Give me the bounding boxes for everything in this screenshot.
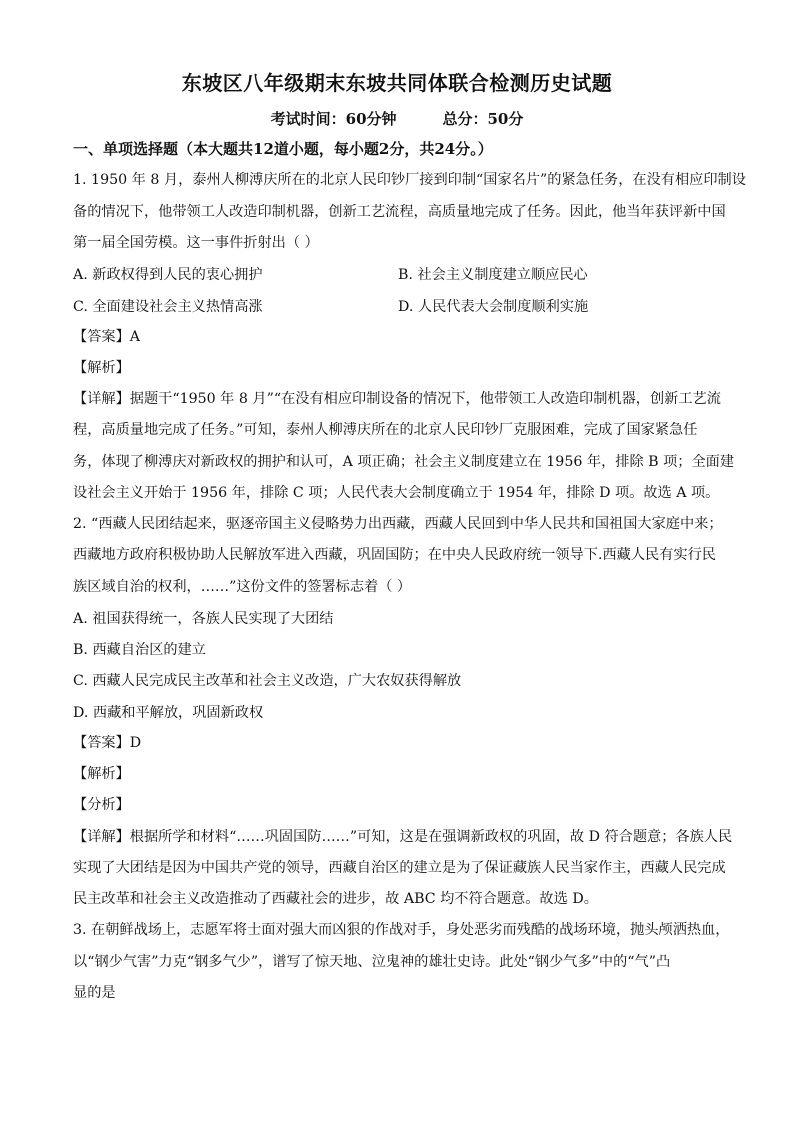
question-1-line: 备的情况下，他带领工人改造印制机器，创新工艺流程，高质量地完成了任务。因此，他当年获评新中国 xyxy=(73,204,726,220)
q1-option-a: A. 新政权得到人民的衷心拥护 xyxy=(73,267,263,283)
exam-title: 东坡区八年级期末东坡共同体联合检测历史试题 xyxy=(181,71,613,95)
q1-option-d: D. 人民代表大会制度顺利实施 xyxy=(398,299,589,315)
q1-detail-line: 【详解】据题干“1950 年 8 月”“在没有相应印制设备的情况下，他带领工人改造印制机器，创新工艺流 xyxy=(73,391,721,407)
q1-detail-line: 务，体现了柳溥庆对新政权的拥护和认可，A 项正确；社会主义制度建立在 1956 年，排除 B 项；全面建 xyxy=(73,454,735,470)
question-2-line: 西藏地方政府积极协助人民解放军进入西藏，巩固国防；在中央人民政府统一领导下.西藏人民有实行民 xyxy=(73,547,716,563)
question-3-line: 3. 在朝鲜战场上，志愿军将士面对强大而凶狠的作战对手，身处恶劣而残酷的战场环境，抛头颅洒热血， xyxy=(73,922,730,938)
q1-analysis: 【解析】 xyxy=(73,360,130,376)
q2-detail-line: 民主改革和社会主义改造推动了西藏社会的进步，故 ABC 均不符合题意。故选 D。 xyxy=(73,891,598,907)
question-2-line: 族区域自治的权利，……”这份文件的签署标志着（ ） xyxy=(73,579,412,595)
q2-answer: 【答案】D xyxy=(73,735,142,751)
exam-meta xyxy=(0,108,794,129)
q1-detail-line: 设社会主义开始于 1956 年，排除 C 项；人民代表大会制度确立于 1954 年，排除 D 项。故选 A 项。 xyxy=(73,485,720,501)
question-2-line: 2. “西藏人民团结起来，驱逐帝国主义侵略势力出西藏，西藏人民回到中华人民共和国祖国大家庭中来； xyxy=(73,516,723,532)
q2-option-d: D. 西藏和平解放，巩固新政权 xyxy=(73,705,264,721)
q2-fenxi: 【分析】 xyxy=(73,797,130,813)
question-1-line: 第一届全国劳模。这一事件折射出（ ） xyxy=(73,235,319,251)
q2-detail-line: 【详解】根据所学和材料“……巩固国防……”可知，这是在强调新政权的巩固，故 D 符合题意；各族人民 xyxy=(73,829,733,845)
total-score: 总分：50分 xyxy=(442,110,524,128)
q1-answer: 【答案】A xyxy=(73,329,140,345)
q2-detail-line: 实现了大团结是因为中国共产党的领导，西藏自治区的建立是为了保证藏族人民当家作主，西藏人民完成 xyxy=(73,860,726,876)
section-heading: 一、单项选择题（本大题共12道小题，每小题2分，共24分。） xyxy=(73,140,493,158)
q1-option-b: B. 社会主义制度建立顺应民心 xyxy=(398,267,588,283)
exam-time: 考试时间：60分钟 xyxy=(270,110,397,128)
q2-option-a: A. 祖国获得统一，各族人民实现了大团结 xyxy=(73,611,334,627)
question-3-line: 以“钢少气害”力克“钢多气少”，谱写了惊天地、泣鬼神的雄壮史诗。此处“钢少气多”中的“气”凸 xyxy=(73,954,671,970)
question-1-line: 1. 1950 年 8 月，泰州人柳溥庆所在的北京人民印钞厂接到印制“国家名片”的紧急任务，在没有相应印制设 xyxy=(73,172,746,188)
q2-analysis: 【解析】 xyxy=(73,766,130,782)
q2-option-c: C. 西藏人民完成民主改革和社会主义改造，广大农奴获得解放 xyxy=(73,673,462,689)
q2-option-b: B. 西藏自治区的建立 xyxy=(73,642,206,658)
q1-detail-line: 程，高质量地完成了任务。”可知，泰州人柳溥庆所在的北京人民印钞厂克服困难，完成了国家紧急任 xyxy=(73,422,698,438)
question-3-line: 显的是 xyxy=(73,985,116,1001)
q1-option-c: C. 全面建设社会主义热情高涨 xyxy=(73,299,263,315)
